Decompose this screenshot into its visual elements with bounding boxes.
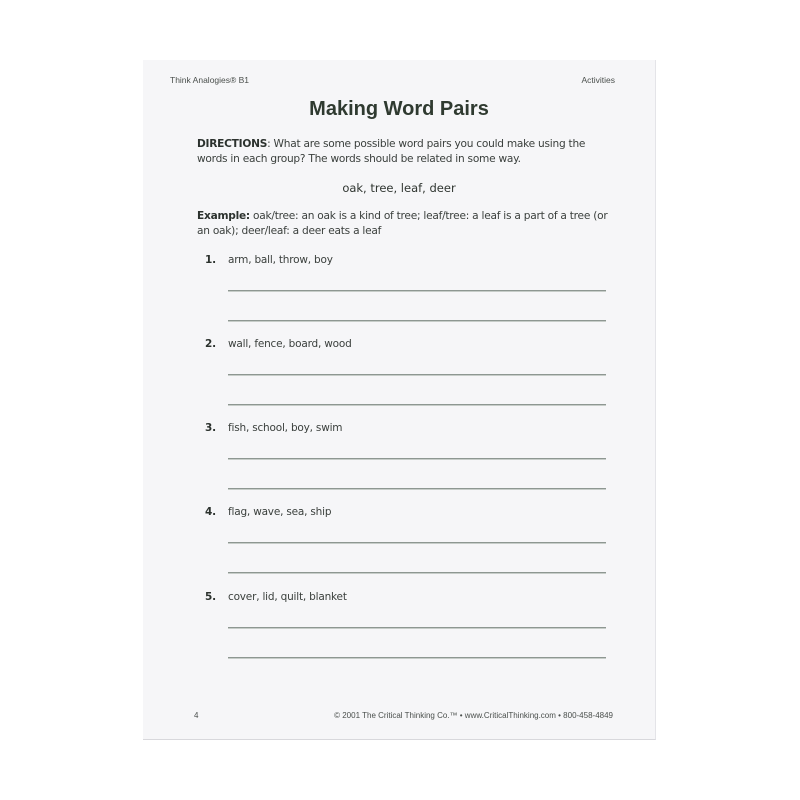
question-number: 1. [205, 254, 216, 266]
answer-line-5a[interactable] [228, 627, 606, 629]
page-title: Making Word Pairs [309, 98, 489, 120]
question-words: cover, lid, quilt, blanket [228, 591, 347, 603]
answer-line-2b[interactable] [228, 404, 606, 406]
answer-line-2a[interactable] [228, 374, 606, 376]
directions [197, 137, 617, 167]
question-words: fish, school, boy, swim [228, 422, 343, 434]
answer-line-1b[interactable] [228, 320, 606, 322]
question-words: flag, wave, sea, ship [228, 506, 332, 518]
question-number: 4. [205, 506, 216, 518]
page-number: 4 [194, 711, 199, 720]
sample-words: oak, tree, leaf, deer [342, 181, 456, 195]
answer-line-3a[interactable] [228, 458, 606, 460]
directions-label: DIRECTIONS [197, 138, 268, 150]
example [197, 209, 617, 239]
question-number: 2. [205, 338, 216, 350]
example-text: oak/tree: an oak is a kind of tree; leaf/tree: a leaf is a part of a tree (or an oak); deer/leaf: a deer eats a leaf [197, 210, 608, 237]
question-item-3 [205, 422, 342, 434]
book-title: Think Analogies® B1 [170, 75, 250, 85]
question-words: wall, fence, board, wood [228, 338, 352, 350]
question-item-5 [205, 591, 347, 603]
copyright-notice: © 2001 The Critical Thinking Co.™ • www.CriticalThinking.com • 800-458-4849 [334, 711, 613, 720]
question-item-1 [205, 254, 333, 266]
answer-line-1a[interactable] [228, 290, 606, 292]
example-label: Example: [197, 210, 250, 222]
answer-line-4a[interactable] [228, 542, 606, 544]
worksheet-page [143, 60, 656, 740]
question-number: 3. [205, 422, 216, 434]
answer-line-5b[interactable] [228, 657, 606, 659]
answer-line-4b[interactable] [228, 572, 606, 574]
question-words: arm, ball, throw, boy [228, 254, 333, 266]
question-number: 5. [205, 591, 216, 603]
question-item-4 [205, 506, 331, 518]
section-label: Activities [581, 75, 615, 85]
directions-text: : What are some possible word pairs you could make using the words in each group? The words should be related in some way. [197, 138, 586, 165]
question-item-2 [205, 338, 352, 350]
answer-line-3b[interactable] [228, 488, 606, 490]
